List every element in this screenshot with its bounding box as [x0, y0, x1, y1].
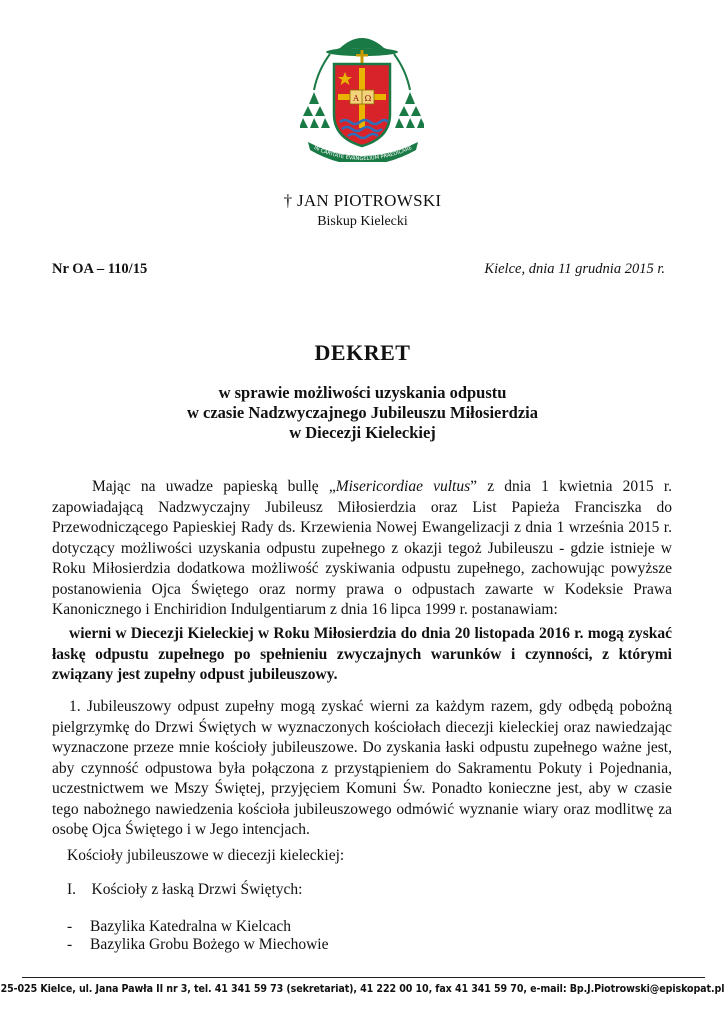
episcopal-coat-of-arms: [300, 30, 424, 162]
point-1-paragraph: 1. Jubileuszowy odpust zupełny mogą zyskać wierni za każdym razem, gdy odbędą pobożną pielgrzymkę do Drzwi Świętych w wyznaczonych kościołach diecezji kieleckiej oraz nawiedzając wyznaczone przeze mnie kościoły jubileuszowe. Do zyskania łaski odpustu zupełnego ważne jest, aby czynność odpustowa była połączona z przystąpieniem do Sakramentu Pokuty i Pojednania, uczestnictwem we Mszy Świętej, przyjęciem Komuni Św. Ponadto konieczne jest, aby w czasie tego nabożnego nawiedzenia kościoła jubileuszowego odmówić wyznanie wiary oraz modlitwę za osobę Ojca Świętego i w Jego intencjach.: [52, 698, 672, 838]
reference-number: Nr OA – 110/15: [52, 261, 148, 277]
alpha-letter: A: [353, 94, 359, 103]
bull-title: Misericordiae vultus: [335, 478, 471, 495]
preamble-paragraph: [52, 477, 672, 621]
footer-contact: 25-025 Kielce, ul. Jana Pawła II nr 3, tel. 41 341 59 73 (sekretariat), 41 222 00 10, fax 41 341 59 70, e-mail: Bp.J.Piotrowski@episkopat.pl: [0, 983, 725, 995]
subtitle-line-3: w Diecezji Kieleckiej: [289, 423, 436, 442]
document-title: DEKRET: [314, 340, 411, 365]
dateline: Kielce, dnia 11 grudnia 2015 r.: [484, 261, 665, 277]
section-i-heading: I. Kościoły z łaską Drzwi Świętych:: [67, 881, 303, 898]
list-item: [67, 936, 328, 954]
subtitle-line-2: w czasie Nadzwyczajnego Jubileuszu Miłosierdzia: [186, 403, 539, 422]
list-dash: -: [67, 936, 73, 953]
list-item-text: Bazylika Katedralna w Kielcach: [90, 918, 291, 935]
document-subtitle: [0, 383, 725, 443]
omega-letter: Ω: [364, 94, 372, 103]
preamble-rest: ” z dnia 1 kwietnia 2015 r. zapowiadającą Nadzwyczajny Jubileusz Miłosierdzia oraz List Papieża Franciszka do Przewodniczącego Papieskiej Rady ds. Krzewienia Nowej Ewangelizacji z dnia 1 września 2015 r. dotyczący możliwości uzyskania odpustu zupełnego z okazji tegoż Jubileuszu - gdzie istnieje w Roku Miłosierdzia dodatkowa możliwość zyskiwania odpustu zupełnego, zachowując powyższe postanowienia Ojca Świętego oraz normy prawa o odpustach zawarte w Kodeksie Prawa Kanonicznego i Enchiridion Indulgentiarum z dnia 16 lipca 1999 r. postanawiam:: [52, 478, 672, 618]
churches-intro: Kościoły jubileuszowe w diecezji kieleckiej:: [67, 847, 345, 864]
preamble-lead: Mając na uwadze papieską bullę „: [92, 478, 336, 495]
footer-divider: [22, 977, 705, 978]
list-dash: -: [67, 918, 73, 935]
list-item-text: Bazylika Grobu Bożego w Miechowie: [90, 936, 329, 953]
decision-paragraph: wierni w Diecezji Kieleckiej w Roku Miłosierdzia do dnia 20 listopada 2016 r. mogą zyskać łaskę odpustu zupełnego po spełnieniu zwyczajnych warunków i czynności, z którymi związany jest zupełny odpust jubileuszowy.: [52, 625, 672, 683]
motto-ribbon: IN CARITATE EVANGELIUM PRAEDICARE: [312, 145, 414, 162]
signer-title: Biskup Kielecki: [317, 214, 408, 229]
signer-name: † JAN PIOTROWSKI: [283, 191, 442, 210]
list-item: [67, 918, 291, 936]
subtitle-line-1: w sprawie możliwości uzyskania odpustu: [218, 383, 507, 402]
